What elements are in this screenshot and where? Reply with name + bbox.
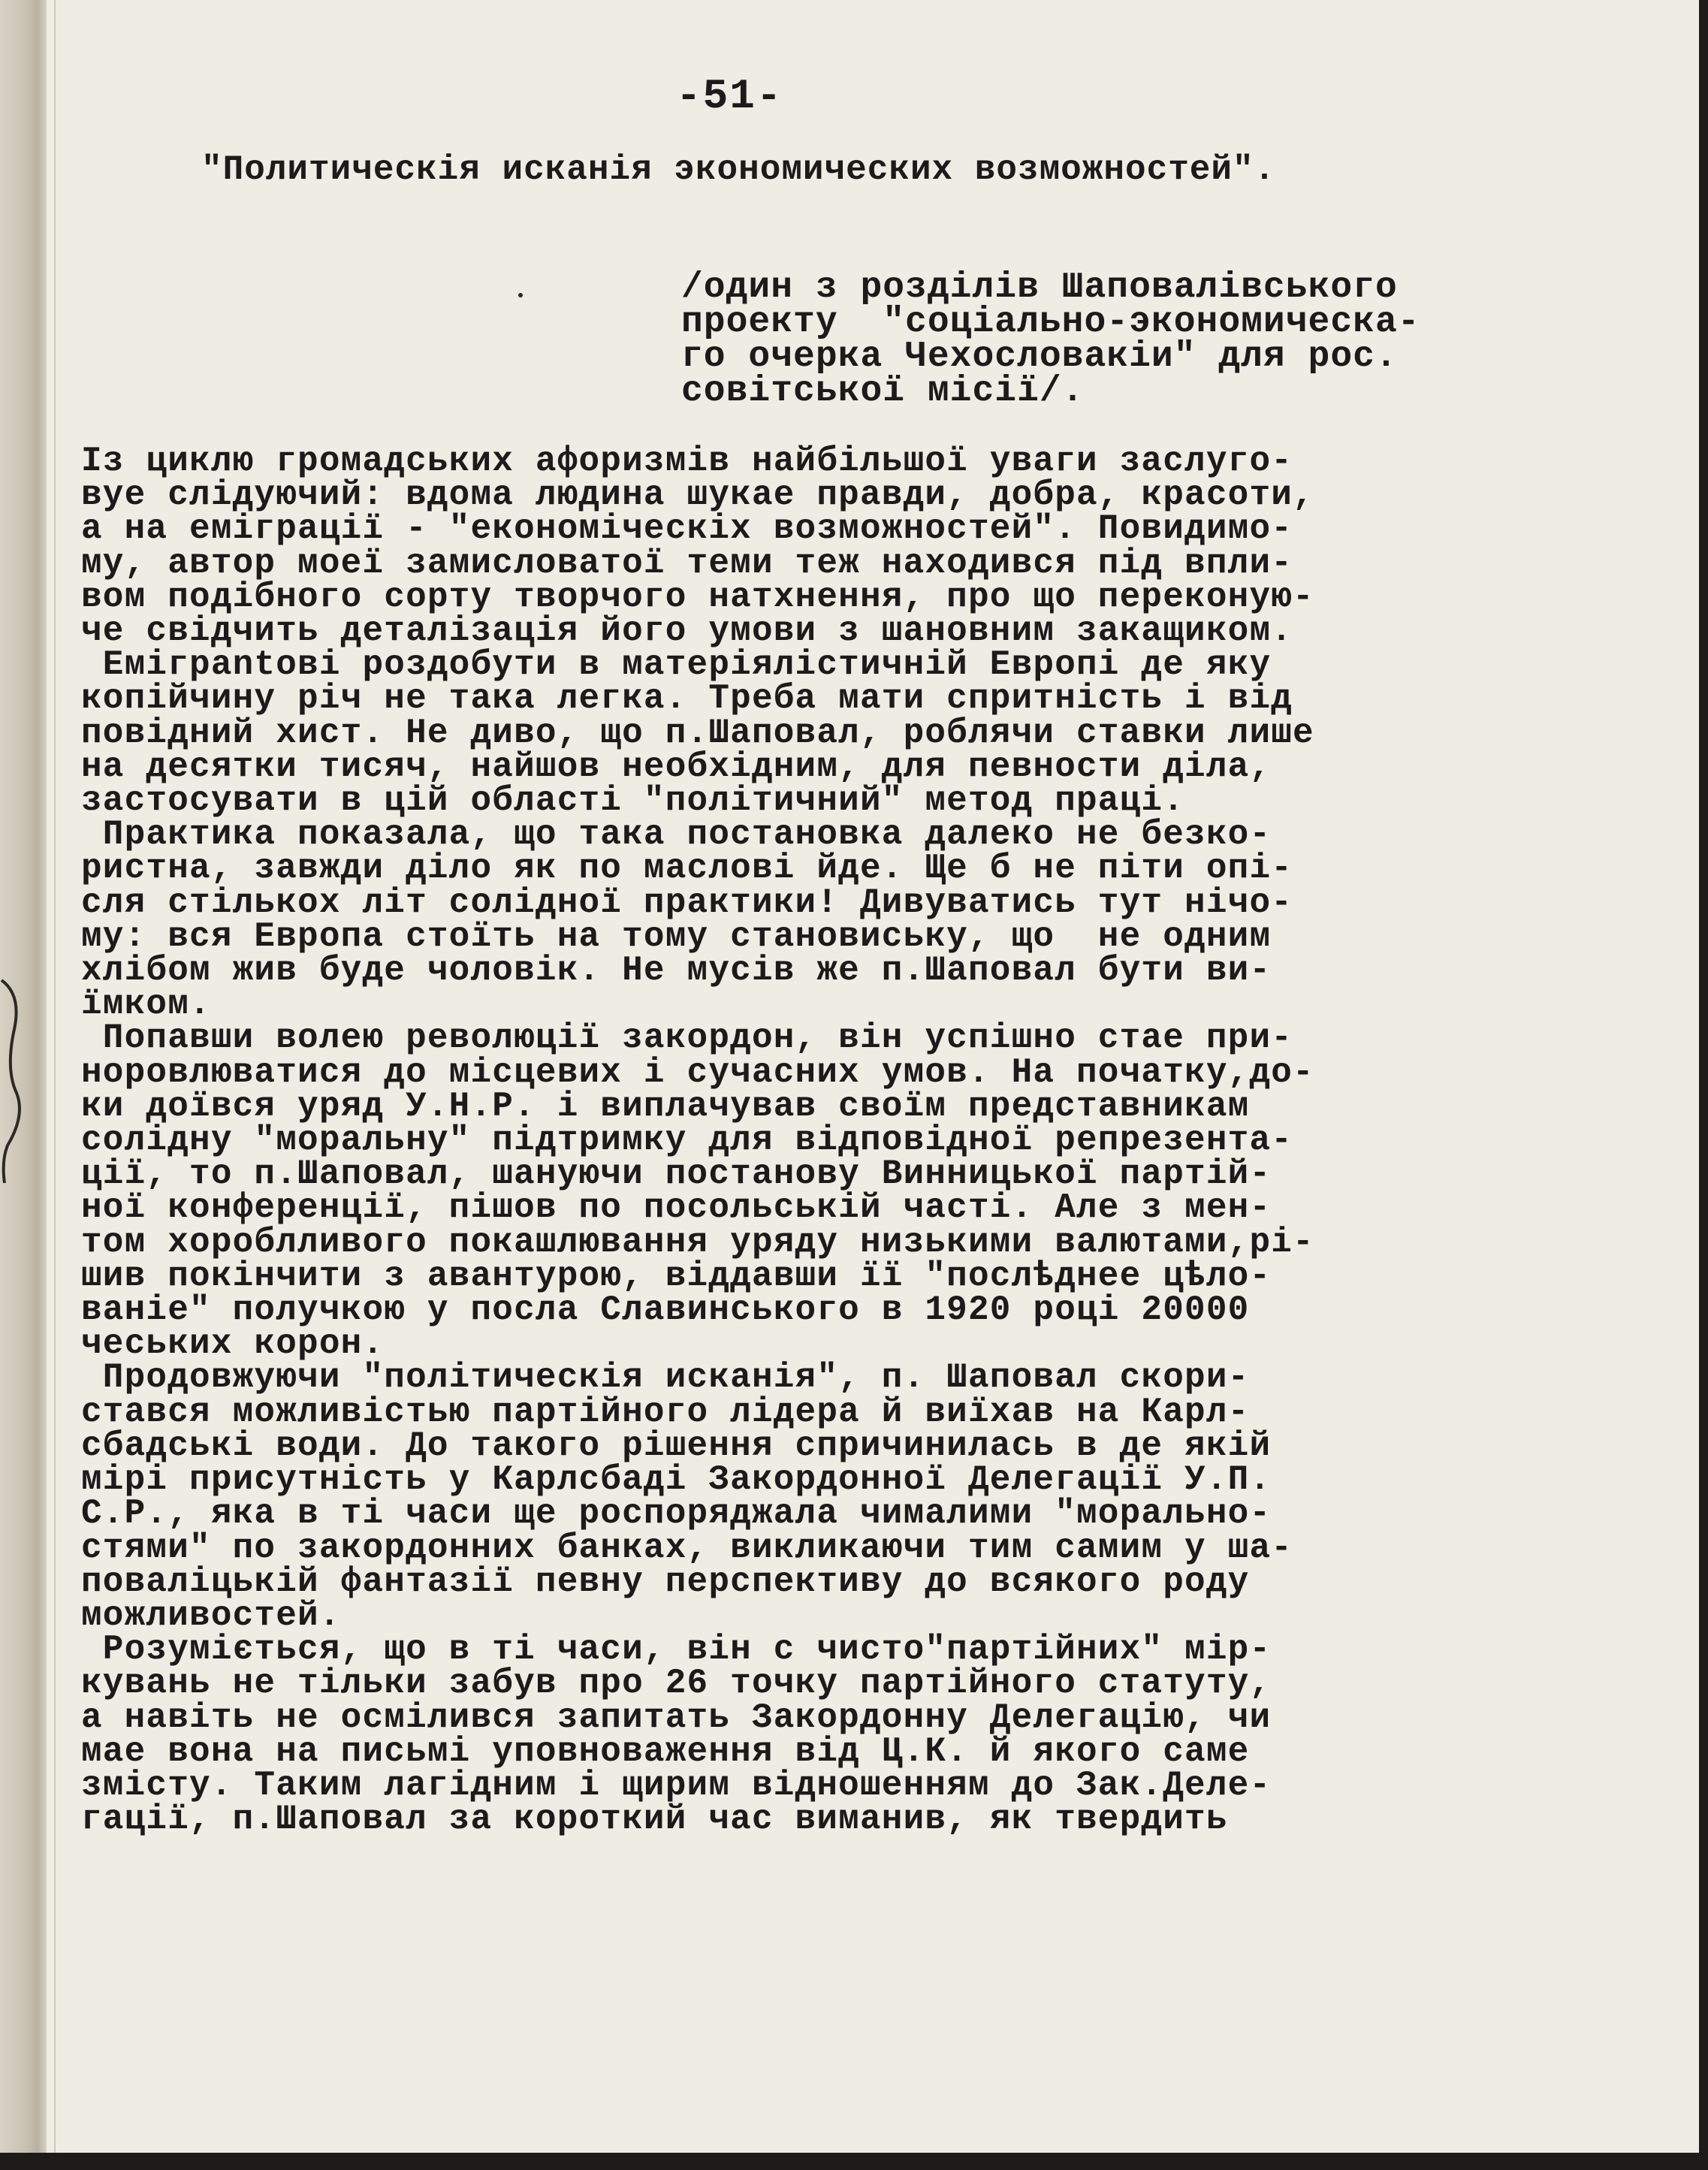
- epigraph-line: проекту "соціально-экономическа-: [681, 302, 1420, 343]
- body-line: Продовжуючи "політическія исканія", п. Шаповал скори-: [81, 1358, 1250, 1398]
- body-line: ки доївся уряд У.Н.Р. і виплачував своїм представникам: [81, 1086, 1250, 1126]
- body-line: на десятки тисяч, найшов необхідним, для певности діла,: [81, 747, 1272, 786]
- body-line: сля стількох літ солідної практики! Дивуватись тут нічо-: [81, 883, 1293, 922]
- body-line: че свідчить деталізація його умови з шановним закащиком.: [81, 611, 1293, 651]
- body-line: а на еміграції - "економіческіх возможностей". Повидимо-: [81, 509, 1293, 549]
- body-line: вуе слідуючий: вдома людина шукае правди, добра, красоти,: [81, 475, 1314, 515]
- body-line: ваніе" получкою у посла Славинського в 1920 році 20000: [81, 1290, 1250, 1330]
- body-line: ної конференції, пішов по посольській часті. Але з мен-: [81, 1188, 1272, 1228]
- body-line: шив покінчити з авантурою, віддавши її "послѣднее цѣло-: [81, 1256, 1272, 1296]
- page-number: -51-: [676, 72, 783, 120]
- binding-crease: [54, 0, 56, 2153]
- body-line: солідну "моральну" підтримку для відповідної репрезента-: [81, 1121, 1293, 1160]
- epigraph-line: го очерка Чехословакіи" для рос.: [681, 337, 1398, 377]
- body-line: повідний хист. Не диво, що п.Шаповал, роблячи ставки лише: [81, 713, 1314, 753]
- epigraph-line: совітської місії/.: [681, 371, 1085, 412]
- scan-edge-bottom: [0, 2153, 1708, 2170]
- body-line: ції, то п.Шаповал, шануючи постанову Винницької партій-: [81, 1154, 1272, 1194]
- body-line: С.Р., яка в ті часи ще роспоряджала чималими "морально-: [81, 1494, 1272, 1534]
- stray-dot-mark: [518, 293, 523, 297]
- body-line: норовлюватися до місцевих і сучасних умов. На початку,до-: [81, 1052, 1314, 1092]
- body-line: стався можливістью партійного лідера й виїхав на Карл-: [81, 1392, 1250, 1432]
- document-title: "Политическія исканія экономических возможностей".: [201, 150, 1276, 189]
- body-line: вом подібного сорту творчого натхнення, про що переконую-: [81, 577, 1314, 617]
- body-line: стями" по закордонних банках, викликаючи тим самим у ша-: [81, 1528, 1293, 1568]
- body-line: Із циклю громадських афоризмів найбільшої уваги заслуго-: [81, 442, 1293, 481]
- body-line: Практика показала, що така постановка далеко не безко-: [81, 815, 1272, 855]
- body-text: [81, 442, 1314, 1840]
- body-line: сбадські води. До такого рішення спричинилась в де якій: [81, 1426, 1272, 1465]
- body-line: ристна, завжди діло як по маслові йде. Ще б не піти опі-: [81, 849, 1293, 889]
- body-line: кувань не тільки забув про 26 точку партійного статуту,: [81, 1664, 1272, 1704]
- body-line: Еміграntові роздобути в матеріялістичній Европі де яку: [81, 645, 1272, 685]
- body-line: їмком.: [81, 985, 211, 1025]
- body-line: копійчину річ не така легка. Треба мати спритність і від: [81, 679, 1293, 719]
- body-line: Попавши волею революції закордон, він успішно стае при-: [81, 1019, 1293, 1058]
- scan-edge-right: [1699, 0, 1708, 2170]
- margin-bracket-mark: [0, 965, 30, 1191]
- body-line: застосувати в цій області "політичний" метод праці.: [81, 781, 1185, 821]
- body-line: му: вся Европа стоїть на тому становиську, що не одним: [81, 916, 1272, 956]
- epigraph: [681, 267, 1420, 412]
- body-line: поваліцькій фантазії певну перспективу до всякого роду: [81, 1562, 1250, 1601]
- body-line: можливостей.: [81, 1595, 341, 1635]
- body-line: змісту. Таким лагідним і щирим відношенням до Зак.Деле-: [81, 1765, 1272, 1805]
- body-line: мірі присутність у Карлсбаді Закордонної Делегації У.П.: [81, 1460, 1272, 1500]
- body-line: хлібом жив буде чоловік. Не мусів же п.Шаповал бути ви-: [81, 951, 1272, 991]
- body-line: том хороблливого покашлювання уряду низькими валютами,рі-: [81, 1222, 1314, 1262]
- body-line: му, автор моеї замисловатої теми теж находився під впли-: [81, 543, 1293, 583]
- epigraph-line: /один з розділів Шаповалівського: [681, 267, 1398, 308]
- body-line: а навіть не осмілився запитать Закордонну Делегацію, чи: [81, 1698, 1272, 1737]
- body-line: гації, п.Шаповал за короткий час виманив, як твердить: [81, 1800, 1228, 1840]
- body-line: Розуміється, що в ті часи, він с чисто"партійних" мір-: [81, 1630, 1272, 1670]
- body-line: чеських корон.: [81, 1324, 385, 1364]
- body-line: мае вона на письмі уповноваження від Ц.К. й якого саме: [81, 1731, 1250, 1771]
